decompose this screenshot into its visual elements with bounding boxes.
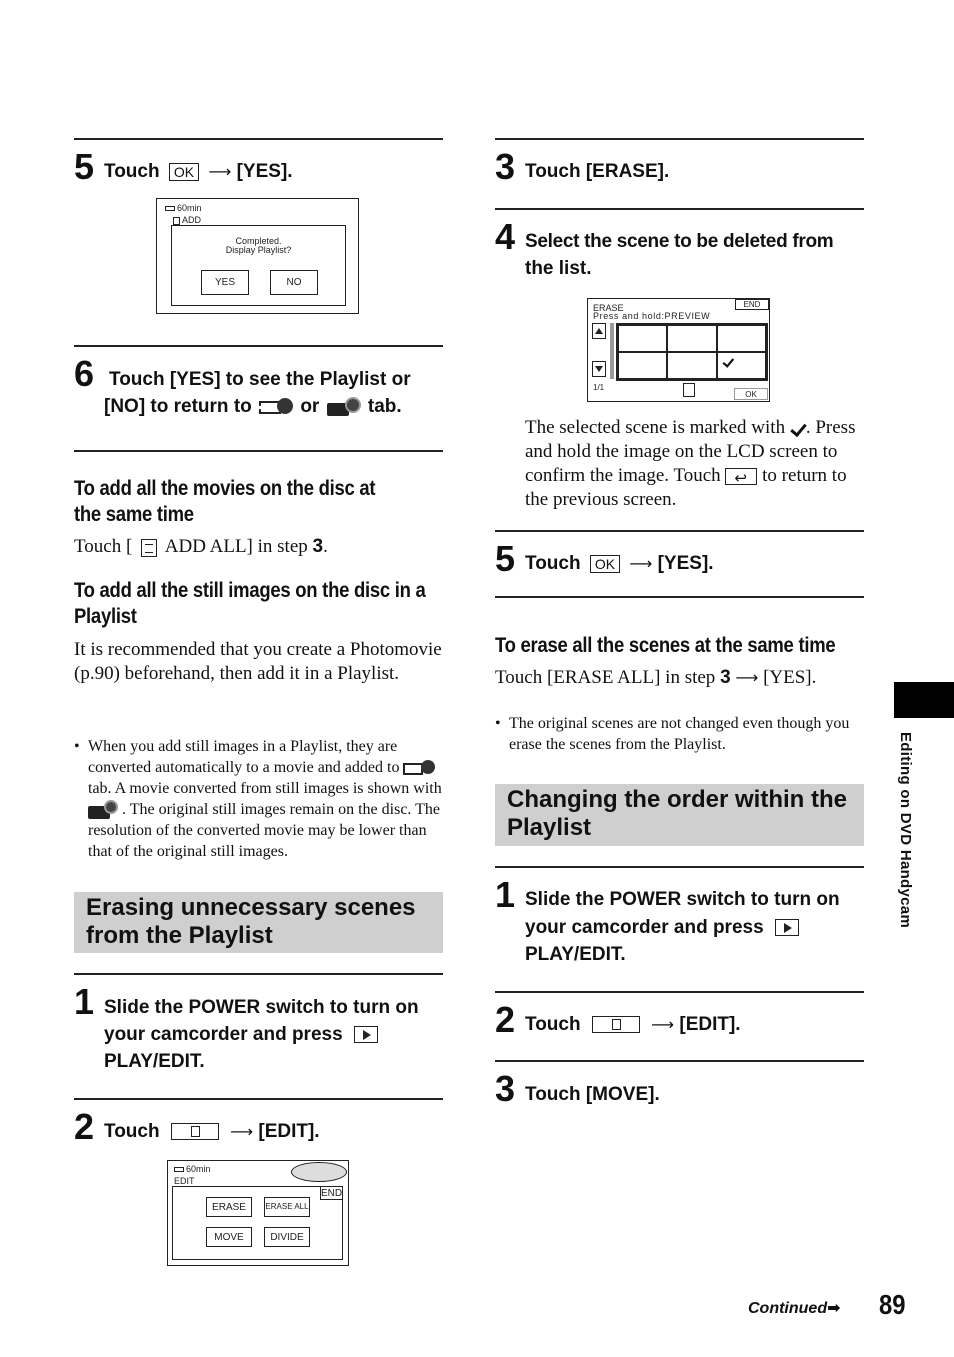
- battery-icon: [174, 1167, 184, 1172]
- arrow-icon: ⟶: [208, 162, 232, 181]
- battery-label: 60min: [186, 1164, 211, 1174]
- step-text: [104, 393, 402, 420]
- camera-lens-icon: [345, 397, 361, 413]
- check-icon: [722, 356, 733, 369]
- divider: [74, 345, 443, 347]
- doc-icon: [173, 217, 180, 225]
- dialog-message: Completed.: [235, 236, 282, 246]
- subheading: To add all the movies on the disc at the same time: [74, 477, 376, 526]
- thumbnail-selected[interactable]: [717, 352, 766, 379]
- thumbnail[interactable]: [618, 325, 667, 352]
- page-number: 89: [879, 1289, 906, 1320]
- step-number: 2: [74, 1106, 95, 1147]
- divider: [495, 208, 864, 210]
- note-text: [88, 736, 444, 862]
- text-span: . Press and hold the image on the LCD screen to confirm the image. Touch: [525, 417, 856, 486]
- film-strip-icon: [403, 763, 423, 775]
- thumbnail-grid: [616, 323, 768, 381]
- step-number: 1: [495, 874, 516, 915]
- lcd-screen-edit: [167, 1160, 349, 1266]
- step-text: [525, 550, 714, 577]
- mode-label: [173, 215, 201, 225]
- text-span: When you add still images in a Playlist, they are converted automatically to a movie and added to: [88, 738, 400, 776]
- end-button[interactable]: END: [320, 1187, 343, 1199]
- section-band: Erasing unnecessary scenes from the Playlist: [74, 892, 443, 953]
- check-icon: [790, 420, 806, 438]
- step-text: PLAY/EDIT.: [525, 944, 626, 965]
- step-text: Touch [ERASE].: [525, 161, 670, 182]
- step-number: 4: [495, 216, 516, 257]
- step-label: Touch: [525, 553, 581, 574]
- mode-text: ADD: [182, 215, 202, 225]
- side-tab-label: Editing on DVD Handycam: [897, 732, 914, 929]
- ok-key-icon: OK: [169, 163, 199, 181]
- dialog-message: Display Playlist?: [225, 245, 292, 255]
- step-label: Touch: [104, 1121, 160, 1142]
- step-label: tab.: [367, 396, 402, 417]
- step-label: your camcorder and press: [525, 917, 764, 938]
- end-button[interactable]: END: [735, 299, 769, 310]
- arrow-icon: ⟶: [735, 668, 759, 687]
- mode-text: ERASE: [593, 303, 624, 313]
- step-ref: 3: [312, 536, 324, 557]
- bullet: •: [74, 738, 80, 755]
- step-text: Slide the POWER switch to turn on: [104, 997, 419, 1018]
- text-span: Touch [ERASE ALL] in step: [495, 667, 721, 688]
- doc-icon: [683, 383, 695, 397]
- film-tab-icon: [403, 760, 435, 776]
- bullet: •: [495, 715, 501, 732]
- step-label: your camcorder and press: [104, 1024, 343, 1045]
- step-text: Slide the POWER switch to turn on: [525, 889, 840, 910]
- text-span: The selected scene is marked with: [525, 417, 786, 438]
- dialog: [171, 225, 346, 306]
- menu-icon: [171, 1123, 219, 1140]
- thumbnail[interactable]: [717, 325, 766, 352]
- divider: [495, 530, 864, 532]
- lcd-screen-erase: [587, 298, 770, 402]
- text-span: tab. A movie converted from still images is shown with: [88, 780, 442, 797]
- play-icon: [354, 1026, 378, 1043]
- erase-all-button[interactable]: ERASE ALL: [264, 1197, 310, 1217]
- step-text: [104, 158, 293, 185]
- step-number: 3: [495, 146, 516, 187]
- battery-icon: [165, 206, 175, 211]
- arrow-icon: ⟶: [651, 1015, 675, 1034]
- camera-lens-icon: [104, 800, 118, 814]
- text-span: . The original still images remain on the disc. The resolution of the converted movie may be lower than that of the original still images.: [88, 801, 441, 861]
- thumbnail[interactable]: [667, 325, 716, 352]
- step-number: 3: [495, 1068, 516, 1109]
- step-number: 6: [74, 353, 95, 394]
- body-text: [495, 666, 816, 690]
- step-text: [104, 1021, 378, 1048]
- text-span: to return to the previous screen.: [525, 465, 847, 510]
- step-label: [EDIT].: [679, 1014, 741, 1035]
- divider: [74, 450, 443, 452]
- text-span: Touch [: [74, 536, 133, 557]
- text-span: [YES].: [763, 667, 817, 688]
- no-button[interactable]: NO: [270, 270, 318, 295]
- battery-indicator: [174, 1164, 211, 1174]
- step-text: Select the scene to be deleted from: [525, 231, 834, 252]
- step-text: PLAY/EDIT.: [104, 1051, 205, 1072]
- side-tab-marker: [894, 682, 954, 718]
- step-number: 5: [74, 146, 95, 187]
- camera-tab-icon: [327, 397, 361, 417]
- step-text: [525, 914, 799, 941]
- step-text: [525, 1011, 741, 1038]
- step-ref: 3: [720, 667, 731, 688]
- divider: [495, 138, 864, 140]
- step-text: Touch [YES] to see the Playlist or: [109, 369, 411, 390]
- body-text: It is recommended that you create a Photomovie (p.90) beforehand, then add it in a Playlist.: [74, 639, 442, 684]
- note-text: The original scenes are not changed even though you erase the scenes from the Playlist.: [509, 715, 850, 753]
- thumbnail[interactable]: [667, 352, 716, 379]
- text-span: .: [323, 536, 328, 557]
- down-arrow-icon: [595, 366, 603, 372]
- step-label: [NO] to return to: [104, 396, 252, 417]
- menu-panel: [172, 1186, 343, 1260]
- scroll-up-button[interactable]: [592, 323, 606, 339]
- step-label: [YES].: [657, 553, 714, 574]
- divider: [495, 991, 864, 993]
- step-label: [EDIT].: [258, 1121, 320, 1142]
- subheading: To erase all the scenes at the same time: [495, 634, 836, 657]
- lcd-screen-add: [156, 198, 359, 314]
- arrow-icon: ⟶: [629, 554, 653, 573]
- subheading: To add all the still images on the disc in a Playlist: [74, 579, 426, 628]
- step-text: Touch [MOVE].: [525, 1084, 660, 1105]
- divide-button[interactable]: DIVIDE: [264, 1227, 310, 1247]
- up-arrow-icon: [595, 328, 603, 334]
- reel-icon: [277, 398, 293, 414]
- step-number: 5: [495, 538, 516, 579]
- divider: [495, 866, 864, 868]
- right-arrow-icon: ➡: [827, 1298, 841, 1317]
- mode-text: EDIT: [174, 1176, 195, 1186]
- section-band: Changing the order within the Playlist: [495, 784, 864, 846]
- camera-icon: [88, 800, 118, 820]
- divider: [74, 973, 443, 975]
- film-tab-icon: [259, 398, 293, 416]
- return-icon: [725, 468, 757, 485]
- menu-icon: [592, 1016, 640, 1033]
- ok-button[interactable]: OK: [734, 388, 768, 400]
- step-label: Touch: [104, 161, 160, 182]
- body-text: [74, 535, 328, 559]
- battery-indicator: [165, 203, 202, 213]
- scroll-down-button[interactable]: [592, 361, 606, 377]
- step-text: the list.: [525, 258, 592, 279]
- step-label: Touch: [525, 1014, 581, 1035]
- doc-icon: [612, 1019, 621, 1030]
- battery-label: 60min: [177, 203, 202, 213]
- page-counter: 1/1: [593, 383, 605, 392]
- hint-text: Press and hold:PREVIEW: [593, 311, 711, 321]
- move-button[interactable]: MOVE: [206, 1227, 252, 1247]
- arrow-icon: ⟶: [230, 1122, 254, 1141]
- disc-icon: [291, 1162, 347, 1182]
- ok-key-icon: OK: [590, 555, 620, 573]
- continued-text: Continued: [748, 1300, 828, 1317]
- step-number: 2: [495, 999, 516, 1040]
- step-label: or: [300, 396, 320, 417]
- step-label: [YES].: [236, 161, 293, 182]
- divider: [495, 596, 864, 598]
- doc-icon: [191, 1126, 200, 1137]
- step-number: 1: [74, 981, 95, 1022]
- yes-button[interactable]: YES: [201, 270, 249, 295]
- doc-icon: [141, 539, 157, 557]
- scrollbar[interactable]: [610, 323, 614, 379]
- step-text: [104, 1118, 320, 1145]
- continued-label: [748, 1298, 841, 1318]
- play-icon: [775, 919, 799, 936]
- erase-button[interactable]: ERASE: [206, 1197, 252, 1217]
- text-span: ADD ALL] in step: [164, 536, 313, 557]
- divider: [74, 1098, 443, 1100]
- divider: [495, 1060, 864, 1062]
- reel-icon: [421, 760, 435, 774]
- divider: [74, 138, 443, 140]
- body-text: [525, 416, 865, 512]
- thumbnail[interactable]: [618, 352, 667, 379]
